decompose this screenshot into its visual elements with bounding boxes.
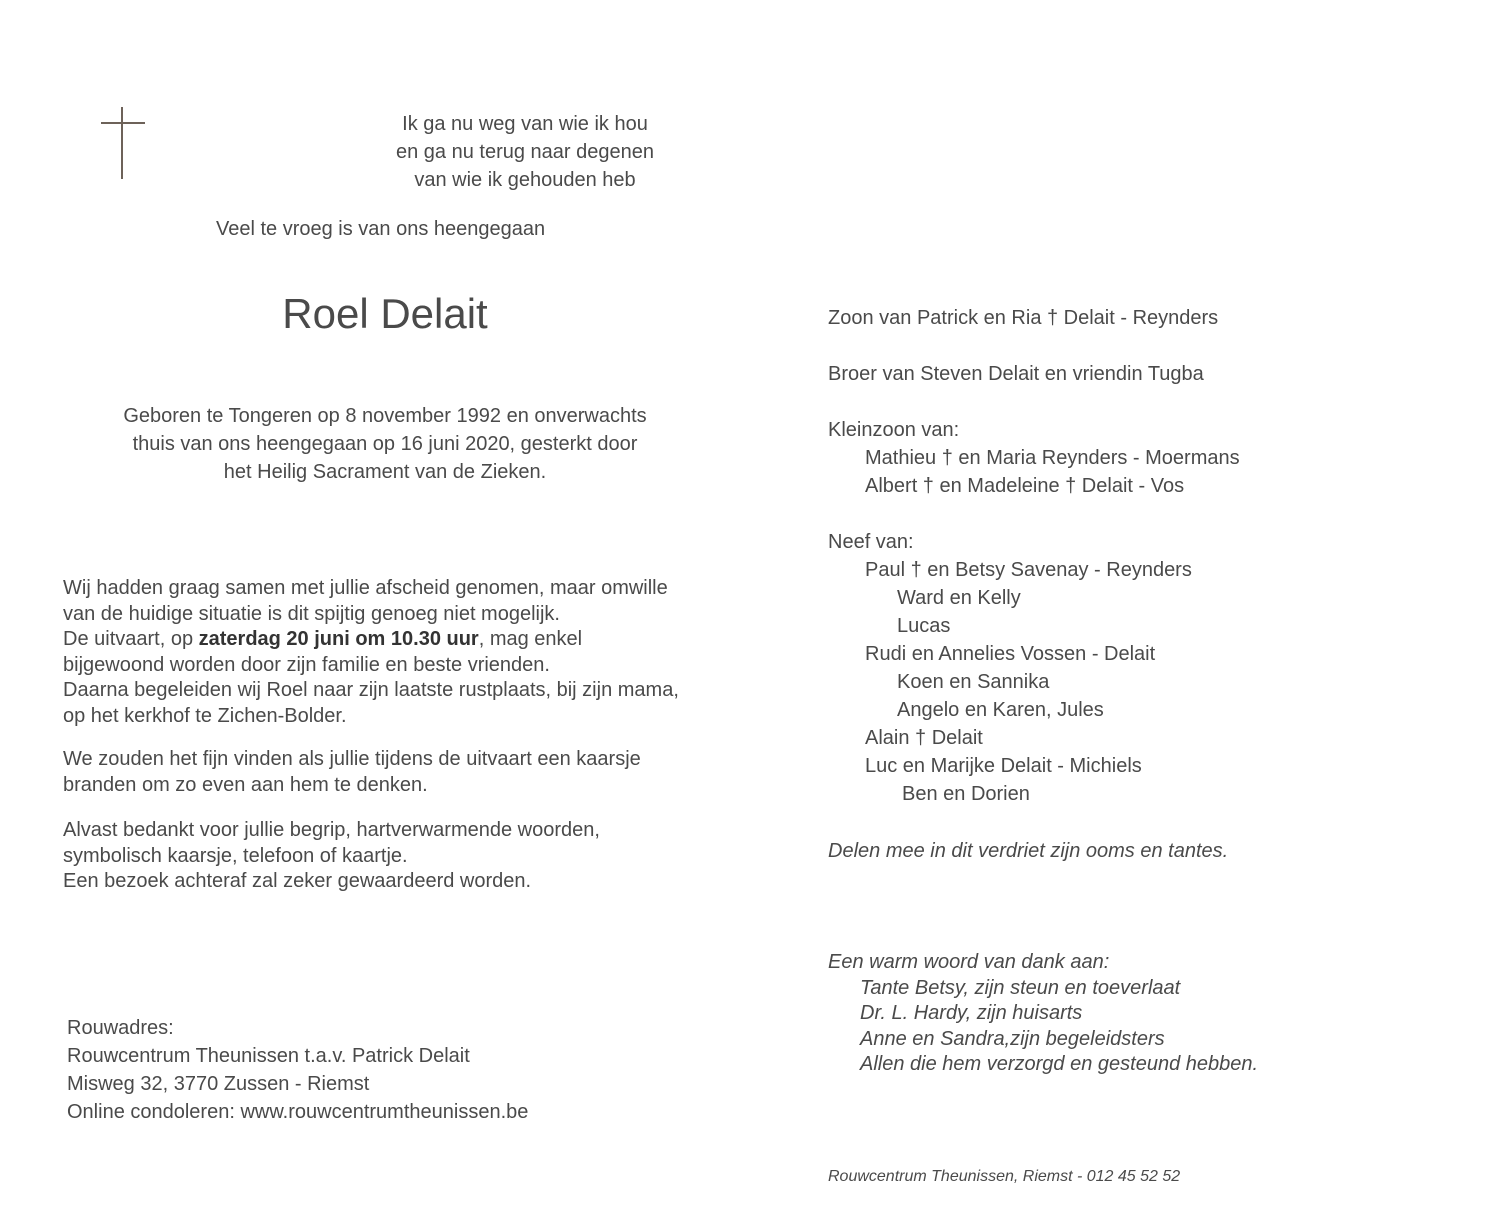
poem-line: en ga nu terug naar degenen bbox=[396, 141, 654, 163]
son-of: Zoon van Patrick en Ria † Delait - Reynders bbox=[828, 307, 1219, 329]
birth-line: thuis van ons heengegaan op 16 juni 2020, gesterkt door bbox=[132, 433, 638, 455]
thanks-line: Anne en Sandra,zijn begeleidsters bbox=[860, 1027, 1165, 1050]
poem bbox=[380, 110, 670, 194]
nephew-of bbox=[828, 528, 1192, 808]
message-line: We zouden het fijn vinden als jullie tijdens de uitvaart een kaarsje bbox=[63, 748, 641, 770]
address-line: Rouwcentrum Theunissen t.a.v. Patrick Delait bbox=[67, 1045, 470, 1067]
funeral-date: zaterdag 20 juni om 10.30 uur bbox=[198, 628, 479, 650]
deceased-name: Roel Delait bbox=[282, 290, 488, 337]
grandparents-line: Mathieu † en Maria Reynders - Moermans bbox=[865, 447, 1240, 469]
mourning-address bbox=[67, 1014, 528, 1126]
relative-child-line: Koen en Sannika bbox=[897, 671, 1050, 693]
thanks-line: Allen die hem verzorgd en gesteund hebben. bbox=[860, 1053, 1259, 1075]
message-text: De uitvaart, op bbox=[63, 628, 199, 650]
funeral-message bbox=[63, 576, 723, 729]
birth-details bbox=[90, 402, 680, 486]
thanks-line: Tante Betsy, zijn steun en toeverlaat bbox=[860, 976, 1181, 999]
address-line: Misweg 32, 3770 Zussen - Riemst bbox=[67, 1073, 370, 1095]
candle-message bbox=[63, 747, 723, 798]
condolence-link[interactable]: Online condoleren: www.rouwcentrumtheunissen.be bbox=[67, 1101, 529, 1123]
funeral-home-footer: Rouwcentrum Theunissen, Riemst - 012 45 52 52 bbox=[828, 1168, 1181, 1185]
nephew-label: Neef van: bbox=[828, 531, 914, 553]
thanks-label: Een warm woord van dank aan: bbox=[828, 951, 1110, 973]
relative-line: Paul † en Betsy Savenay - Reynders bbox=[865, 559, 1192, 581]
message-line: van de huidige situatie is dit spijtig genoeg niet mogelijk. bbox=[63, 602, 560, 625]
message-line: symbolisch kaarsje, telefoon of kaartje. bbox=[63, 844, 408, 867]
relative-line: Alain † Delait bbox=[865, 727, 983, 749]
message-line: bijgewoond worden door zijn familie en beste vrienden. bbox=[63, 653, 550, 676]
relative-child-line: Lucas bbox=[897, 615, 951, 637]
message-line: Alvast bedankt voor jullie begrip, hartverwarmende woorden, bbox=[63, 819, 600, 841]
share-grief-text: Delen mee in dit verdriet zijn ooms en tantes. bbox=[828, 840, 1229, 862]
message-text: , mag enkel bbox=[478, 628, 583, 650]
relative-child-line: Ward en Kelly bbox=[897, 587, 1021, 609]
message-line bbox=[63, 627, 723, 653]
relative-child-line: Ben en Dorien bbox=[902, 783, 1030, 805]
message-line: op het kerkhof te Zichen-Bolder. bbox=[63, 704, 347, 727]
poem-line: van wie ik gehouden heb bbox=[414, 169, 636, 191]
grandson-label: Kleinzoon van: bbox=[828, 419, 960, 441]
thanks-line: Dr. L. Hardy, zijn huisarts bbox=[860, 1002, 1083, 1024]
message-line: Daarna begeleiden wij Roel naar zijn laatste rustplaats, bij zijn mama, bbox=[63, 679, 679, 701]
poem-line: Ik ga nu weg van wie ik hou bbox=[402, 113, 648, 135]
birth-line: Geboren te Tongeren op 8 november 1992 en onverwachts bbox=[123, 405, 647, 427]
grandparents-line: Albert † en Madeleine † Delait - Vos bbox=[865, 475, 1185, 497]
thanks-message bbox=[63, 818, 723, 895]
grandson-of bbox=[828, 416, 1240, 500]
address-label: Rouwadres: bbox=[67, 1017, 174, 1039]
message-line: branden om zo even aan hem te denken. bbox=[63, 773, 428, 796]
relative-line: Rudi en Annelies Vossen - Delait bbox=[865, 643, 1156, 665]
relative-child-line: Angelo en Karen, Jules bbox=[897, 699, 1104, 721]
brother-of: Broer van Steven Delait en vriendin Tugba bbox=[828, 363, 1204, 385]
intro-text: Veel te vroeg is van ons heengegaan bbox=[216, 218, 546, 240]
birth-line: het Heilig Sacrament van de Zieken. bbox=[223, 461, 547, 483]
message-line: Wij hadden graag samen met jullie afscheid genomen, maar omwille bbox=[63, 577, 668, 599]
thanks-list bbox=[828, 950, 1258, 1078]
relative-line: Luc en Marijke Delait - Michiels bbox=[865, 755, 1142, 777]
message-line: Een bezoek achteraf zal zeker gewaardeerd worden. bbox=[63, 870, 532, 892]
